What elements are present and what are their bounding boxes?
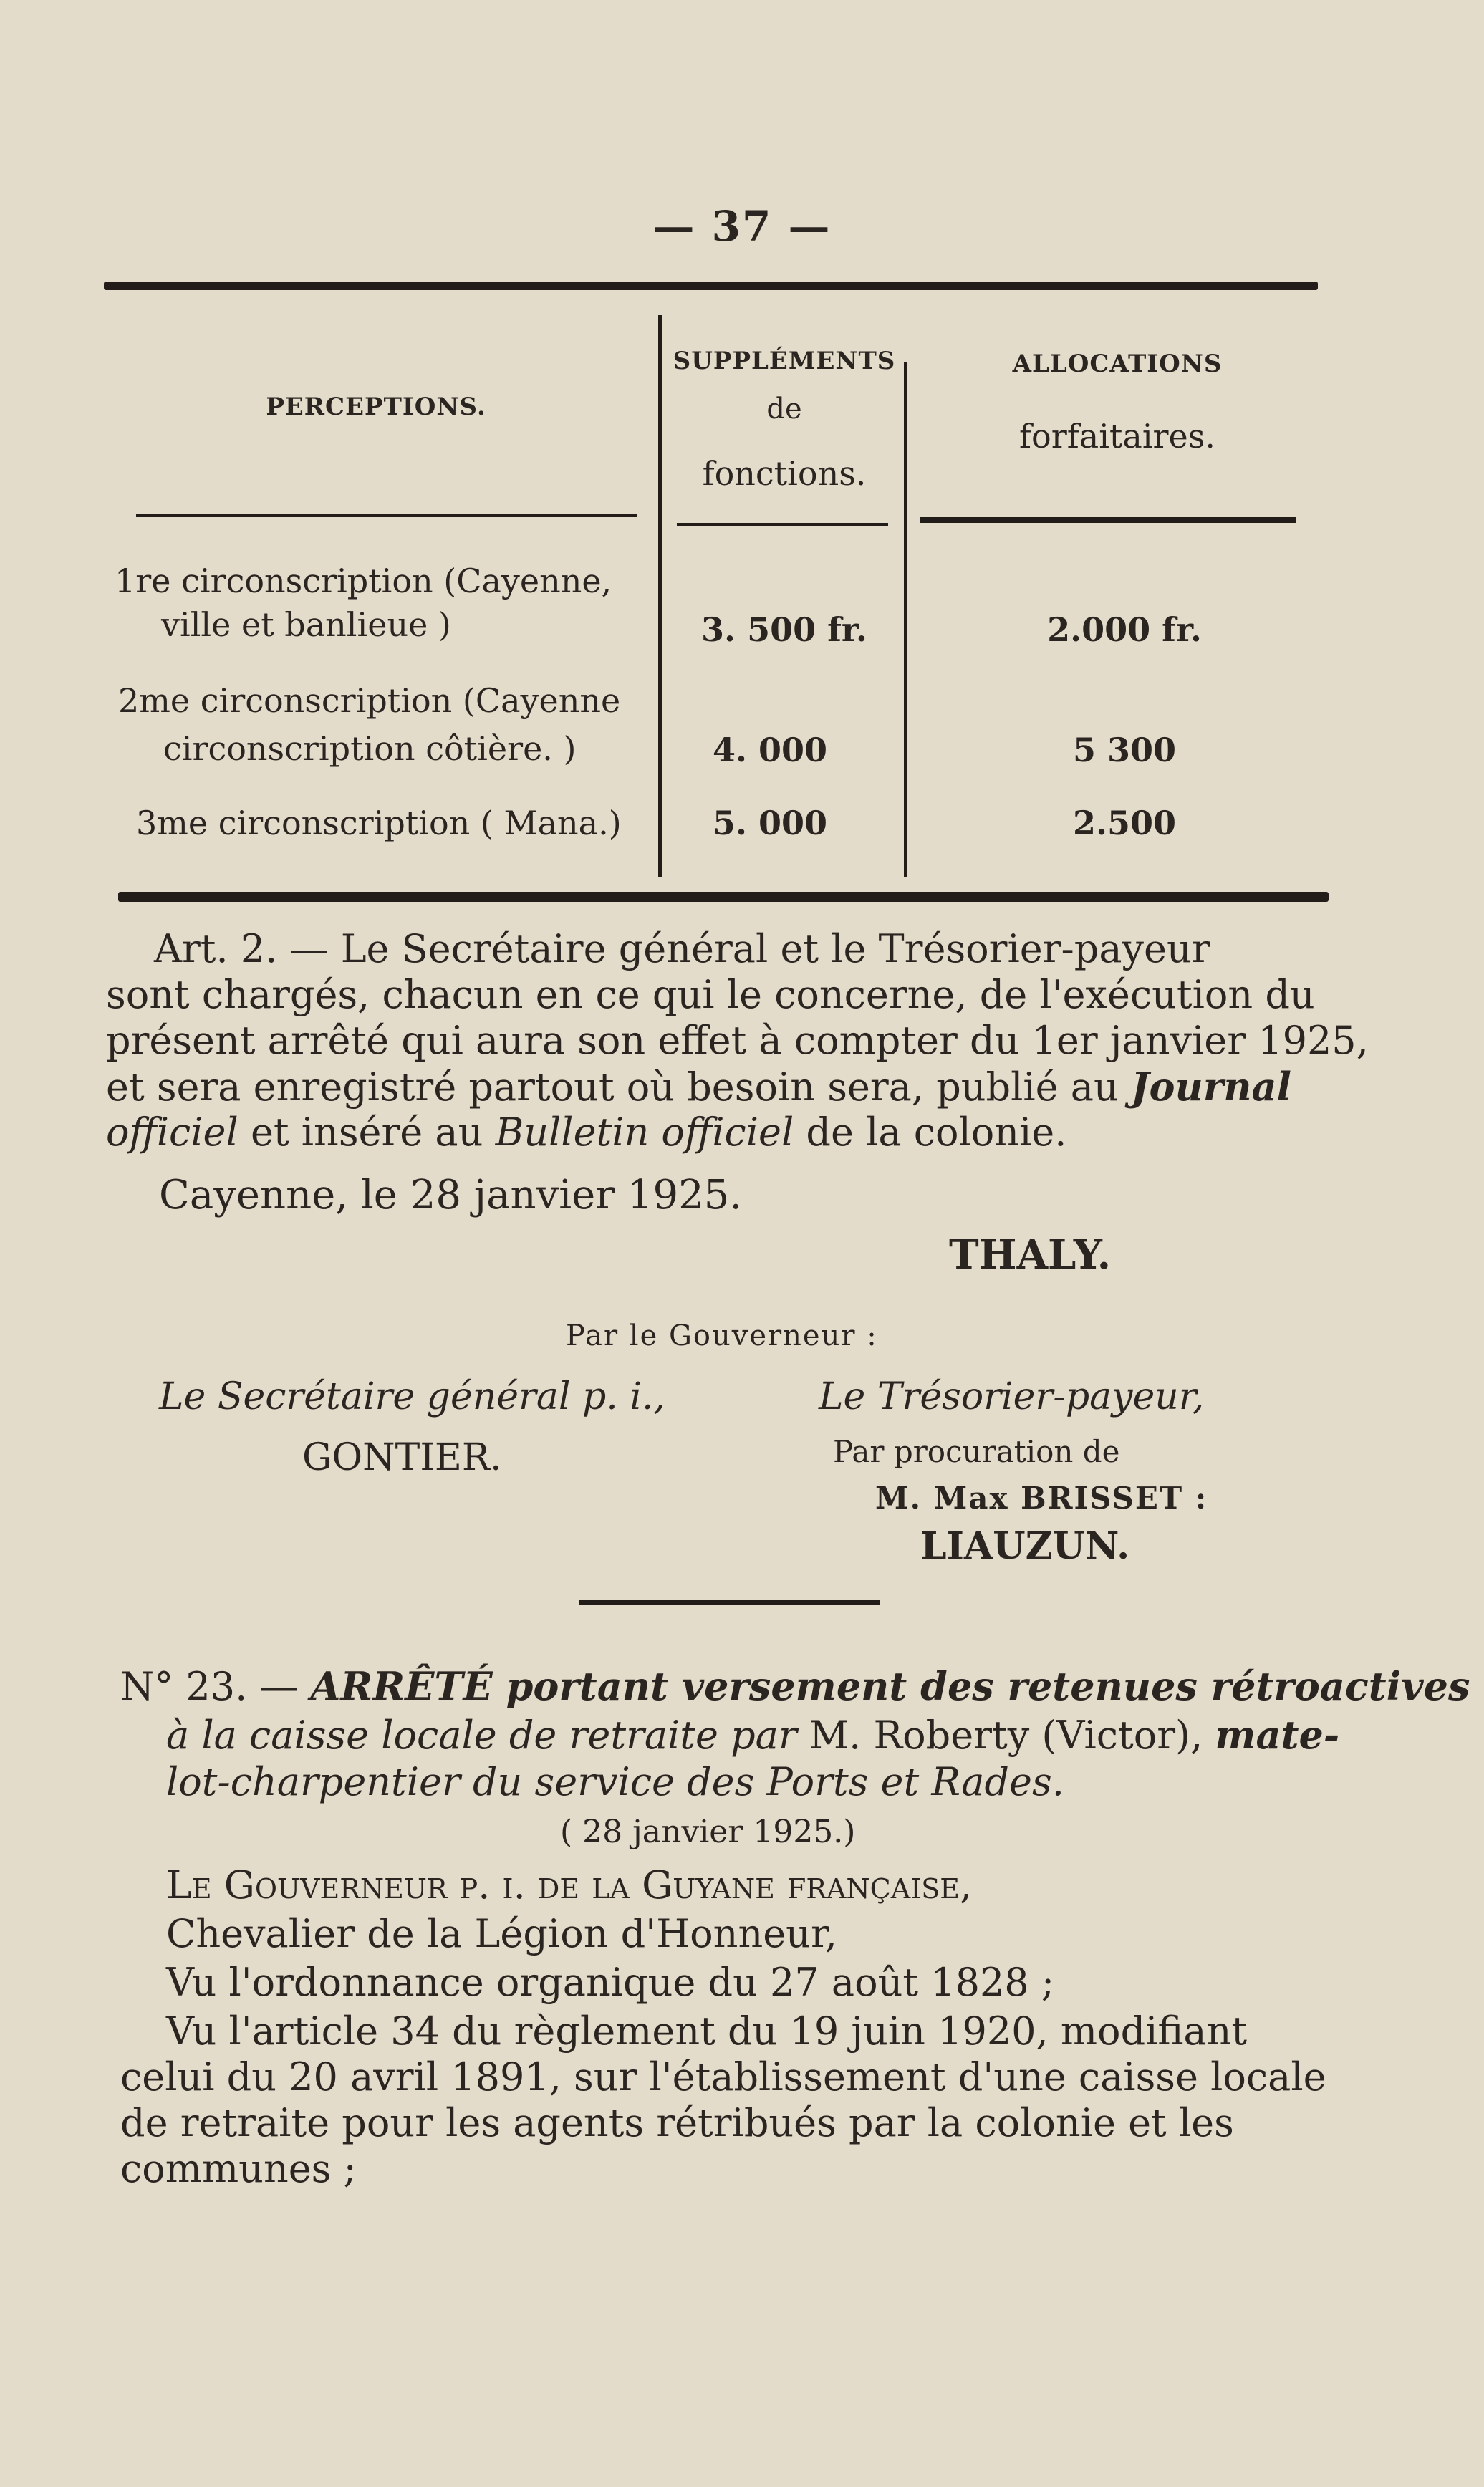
row2-supplement: 4. 000 — [712, 731, 828, 769]
article-line-2: sont chargés, chacun en ce qui le concerne, de l'exécution du — [106, 972, 1315, 1017]
top-rule — [104, 282, 1318, 290]
header-underline-1 — [136, 514, 637, 517]
header-supplements: SUPPLÉMENTS — [673, 347, 896, 375]
officiel-label: officiel — [106, 1110, 238, 1155]
arrete-person: M. Roberty (Victor), — [809, 1713, 1215, 1758]
journal-label: Journal — [1130, 1064, 1291, 1110]
arrete-para-4-line-1: Vu l'article 34 du règlement du 19 juin 1920, modifiant — [166, 2009, 1248, 2054]
header-allocations-forfaitaires: forfaitaires. — [1019, 417, 1215, 456]
treasurer-name: LIAUZUN. — [920, 1524, 1130, 1568]
treasurer-for: M. Max BRISSET : — [875, 1481, 1208, 1516]
arrete-para-1 — [166, 1862, 972, 1908]
arrete-title-2: à la caisse locale de retraite par — [166, 1713, 809, 1758]
arrete-para-4-line-3: de retraite pour les agents rétribués par la colonie et les — [120, 2100, 1234, 2145]
arrete-title-2-end: mate- — [1215, 1712, 1340, 1758]
row2-allocation: 5 300 — [1072, 731, 1177, 769]
column-divider-2 — [904, 362, 907, 877]
row2-perception-line2: circonscription côtière. ) — [163, 729, 577, 768]
row2-perception-line1: 2me circonscription (Cayenne — [118, 681, 621, 720]
secretary-name: GONTIER. — [302, 1436, 502, 1479]
treasurer-title: Le Trésorier-payeur, — [819, 1375, 1205, 1418]
header-supplements-fonctions: fonctions. — [702, 454, 867, 493]
separator-rule — [579, 1600, 880, 1605]
arrete-number: N° 23. — — [120, 1664, 311, 1709]
arrete-para-4-line-4: communes ; — [120, 2146, 357, 2191]
article-line-5-end: de la colonie. — [794, 1110, 1067, 1155]
header-allocations: ALLOCATIONS — [1012, 350, 1223, 378]
bulletin-officiel-label: Bulletin officiel — [495, 1110, 794, 1155]
row1-perception-line2: ville et banlieue ) — [161, 605, 451, 644]
table-bottom-rule — [118, 892, 1329, 902]
arrete-date: ( 28 janvier 1925.) — [560, 1814, 856, 1850]
row1-allocation: 2.000 fr. — [1047, 610, 1202, 649]
row1-supplement: 3. 500 fr. — [701, 610, 867, 649]
column-divider-1 — [658, 315, 662, 877]
treasurer-procuration: Par procuration de — [833, 1434, 1120, 1469]
arrete-title-line-2 — [166, 1712, 1339, 1759]
article-line-4-text: et sera enregistré partout où besoin sera, publié au — [106, 1064, 1131, 1110]
article-line-5-text: et inséré au — [238, 1110, 496, 1155]
page-number: — 37 — — [652, 202, 832, 251]
arrete-para-2: Chevalier de la Légion d'Honneur, — [166, 1911, 838, 1956]
header-supplements-de: de — [766, 393, 802, 425]
arrete-title-1: ARRÊTÉ portant versement des retenues rétroactives — [310, 1663, 1470, 1709]
gouverneur-line: Le Gouverneur p. i. de la Guyane française, — [166, 1862, 973, 1908]
article-line-5 — [106, 1110, 1066, 1155]
arrete-para-3: Vu l'ordonnance organique du 27 août 1828 ; — [166, 1960, 1055, 2005]
par-le-gouverneur: Par le Gouverneur : — [566, 1319, 878, 1352]
row3-perception: 3me circonscription ( Mana.) — [136, 804, 622, 842]
row3-supplement: 5. 000 — [712, 804, 828, 842]
article-line-4 — [106, 1064, 1291, 1110]
arrete-para-4-line-2: celui du 20 avril 1891, sur l'établissement d'une caisse locale — [120, 2054, 1326, 2099]
header-underline-3 — [920, 517, 1296, 523]
header-underline-2 — [677, 523, 888, 526]
governor-signature: THALY. — [949, 1231, 1112, 1279]
article-line-3: présent arrêté qui aura son effet à compter du 1er janvier 1925, — [106, 1018, 1369, 1063]
header-perceptions: PERCEPTIONS. — [266, 393, 486, 421]
date-line: Cayenne, le 28 janvier 1925. — [159, 1172, 743, 1218]
row1-perception-line1: 1re circonscription (Cayenne, — [115, 562, 612, 600]
row3-allocation: 2.500 — [1072, 804, 1177, 842]
arrete-title-line-3: lot-charpentier du service des Ports et Rades. — [166, 1759, 1064, 1804]
article-line-1: Art. 2. — Le Secrétaire général et le Trésorier-payeur — [154, 926, 1210, 971]
secretary-title: Le Secrétaire général p. i., — [159, 1375, 666, 1418]
arrete-title-line-1 — [120, 1663, 1470, 1710]
